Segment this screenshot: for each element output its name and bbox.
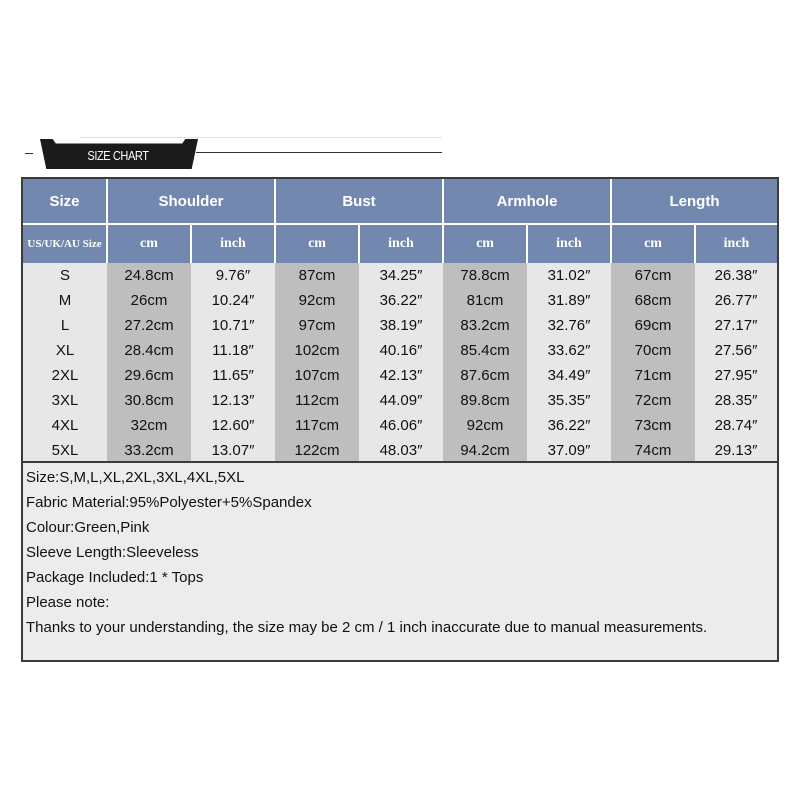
unit-row xyxy=(23,224,777,263)
size-cell xyxy=(23,438,107,463)
inch-value-cell xyxy=(695,338,777,363)
cm-value-cell xyxy=(275,363,359,388)
cell-value: 32.76″ xyxy=(547,317,591,334)
cm-value-cell xyxy=(107,313,191,338)
cell-value: 74cm xyxy=(634,442,672,459)
cell-value: 3XL xyxy=(51,392,79,409)
banner-title: SIZE CHART xyxy=(87,147,149,163)
cm-value-cell xyxy=(611,288,695,313)
cell-value: 9.76″ xyxy=(215,267,251,284)
cm-value-cell xyxy=(611,338,695,363)
cm-value-cell xyxy=(443,313,527,338)
cm-value-cell xyxy=(107,388,191,413)
inch-value-cell xyxy=(695,413,777,438)
inch-value-cell xyxy=(695,263,777,288)
table-row xyxy=(23,263,777,288)
size-cell xyxy=(23,313,107,338)
inch-value-cell xyxy=(359,388,443,413)
cell-value: 34.49″ xyxy=(547,367,591,384)
cell-value: 73cm xyxy=(634,417,672,434)
cell-value: 11.65″ xyxy=(212,367,254,384)
cell-value: 13.07″ xyxy=(211,442,255,459)
cell-value: 40.16″ xyxy=(379,342,423,359)
size-cell xyxy=(23,263,107,288)
cell-value: 33.2cm xyxy=(124,442,174,459)
cm-value-cell xyxy=(107,413,191,438)
size-cell xyxy=(23,363,107,388)
cell-value: 12.13″ xyxy=(211,392,255,409)
unit-label: inch xyxy=(359,224,443,263)
cell-value: 31.89″ xyxy=(547,292,591,309)
inch-value-cell xyxy=(191,338,275,363)
header-size: Size xyxy=(23,179,107,224)
unit-label: cm xyxy=(443,224,527,263)
table-row xyxy=(23,438,777,463)
cm-value-cell xyxy=(611,388,695,413)
inch-value-cell xyxy=(359,363,443,388)
cm-value-cell xyxy=(107,263,191,288)
inch-value-cell xyxy=(527,263,611,288)
cell-value: 10.71″ xyxy=(211,317,255,334)
inch-value-cell xyxy=(527,288,611,313)
cell-value: M xyxy=(58,292,72,309)
inch-value-cell xyxy=(191,363,275,388)
cm-value-cell xyxy=(275,438,359,463)
banner-top-rule xyxy=(80,137,442,138)
inch-value-cell xyxy=(527,438,611,463)
cm-value-cell xyxy=(611,313,695,338)
cell-value: 28.74″ xyxy=(714,417,758,434)
inch-value-cell xyxy=(191,313,275,338)
cell-value: 36.22″ xyxy=(547,417,591,434)
cm-value-cell xyxy=(443,338,527,363)
header-row xyxy=(23,179,777,224)
cell-value: 36.22″ xyxy=(379,292,423,309)
table-row xyxy=(23,413,777,438)
cm-value-cell xyxy=(275,313,359,338)
unit-label: cm xyxy=(611,224,695,263)
cm-value-cell xyxy=(443,288,527,313)
cm-value-cell xyxy=(611,263,695,288)
header-shoulder: Shoulder xyxy=(107,179,275,224)
cell-value: 72cm xyxy=(634,392,672,409)
cell-value: 71cm xyxy=(634,367,672,384)
cm-value-cell xyxy=(443,363,527,388)
cell-value: 107cm xyxy=(294,367,340,384)
cm-value-cell xyxy=(275,263,359,288)
unit-label: cm xyxy=(107,224,191,263)
inch-value-cell xyxy=(527,338,611,363)
note-line: Sleeve Length:Sleeveless xyxy=(26,544,199,561)
inch-value-cell xyxy=(191,388,275,413)
cell-value: L xyxy=(60,317,70,334)
header-length: Length xyxy=(611,179,777,224)
note-line: Fabric Material:95%Polyester+5%Spandex xyxy=(26,494,312,511)
cell-value: 31.02″ xyxy=(547,267,591,284)
cell-value: 85.4cm xyxy=(460,342,510,359)
cell-value: 27.95″ xyxy=(714,367,758,384)
inch-value-cell xyxy=(191,288,275,313)
inch-value-cell xyxy=(359,288,443,313)
cell-value: 92cm xyxy=(298,292,336,309)
inch-value-cell xyxy=(359,263,443,288)
cell-value: 78.8cm xyxy=(460,267,510,284)
cell-value: 28.4cm xyxy=(124,342,174,359)
cell-value: 112cm xyxy=(295,392,339,409)
size-chart-banner xyxy=(20,135,450,171)
cell-value: 5XL xyxy=(51,442,79,459)
cm-value-cell xyxy=(443,263,527,288)
table-row xyxy=(23,288,777,313)
cell-value: 46.06″ xyxy=(379,417,423,434)
cell-value: 67cm xyxy=(634,267,672,284)
inch-value-cell xyxy=(359,313,443,338)
cell-value: 87cm xyxy=(298,267,336,284)
header-bust: Bust xyxy=(275,179,443,224)
cell-value: 81cm xyxy=(466,292,504,309)
inch-value-cell xyxy=(191,438,275,463)
cm-value-cell xyxy=(443,413,527,438)
cell-value: 35.35″ xyxy=(547,392,591,409)
cell-value: 38.19″ xyxy=(379,317,423,334)
cell-value: 87.6cm xyxy=(460,367,510,384)
cell-value: 4XL xyxy=(51,417,79,434)
region-size-label: US/UK/AU Size xyxy=(23,224,107,263)
inch-value-cell xyxy=(527,313,611,338)
cell-value: 48.03″ xyxy=(379,442,423,459)
cell-value: 33.62″ xyxy=(547,342,591,359)
cell-value: 10.24″ xyxy=(211,292,255,309)
cm-value-cell xyxy=(275,413,359,438)
inch-value-cell xyxy=(527,413,611,438)
cell-value: 102cm xyxy=(294,342,340,359)
inch-value-cell xyxy=(695,388,777,413)
note-line: Thanks to your understanding, the size may be 2 cm / 1 inch inaccurate due to manual measurements. xyxy=(26,619,708,636)
inch-value-cell xyxy=(359,338,443,363)
inch-value-cell xyxy=(527,388,611,413)
inch-value-cell xyxy=(191,413,275,438)
size-cell xyxy=(23,288,107,313)
banner-dash xyxy=(25,153,33,154)
unit-label: inch xyxy=(527,224,611,263)
header-armhole: Armhole xyxy=(443,179,611,224)
cm-value-cell xyxy=(611,438,695,463)
unit-label: inch xyxy=(191,224,275,263)
table-row xyxy=(23,313,777,338)
size-cell xyxy=(23,413,107,438)
cell-value: 83.2cm xyxy=(460,317,510,334)
cm-value-cell xyxy=(443,388,527,413)
cell-value: 27.56″ xyxy=(714,342,758,359)
cm-value-cell xyxy=(107,288,191,313)
cell-value: 117cm xyxy=(295,417,339,434)
inch-value-cell xyxy=(695,288,777,313)
cell-value: 92cm xyxy=(466,417,504,434)
cell-value: 37.09″ xyxy=(547,442,591,459)
cell-value: 27.2cm xyxy=(124,317,174,334)
cell-value: 26.38″ xyxy=(714,267,758,284)
inch-value-cell xyxy=(191,263,275,288)
cm-value-cell xyxy=(611,363,695,388)
size-cell xyxy=(23,338,107,363)
cell-value: 28.35″ xyxy=(714,392,758,409)
inch-value-cell xyxy=(695,313,777,338)
cell-value: 97cm xyxy=(298,317,336,334)
cell-value: 70cm xyxy=(634,342,672,359)
cell-value: 69cm xyxy=(634,317,672,334)
note-line: Size:S,M,L,XL,2XL,3XL,4XL,5XL xyxy=(26,469,245,486)
banner-rule xyxy=(196,152,442,153)
cm-value-cell xyxy=(275,388,359,413)
cell-value: 32cm xyxy=(130,417,168,434)
cell-value: 29.6cm xyxy=(124,367,174,384)
cm-value-cell xyxy=(107,338,191,363)
cell-value: 34.25″ xyxy=(379,267,423,284)
cell-value: S xyxy=(59,267,70,284)
cell-value: 89.8cm xyxy=(460,392,510,409)
cell-value: 44.09″ xyxy=(379,392,423,409)
table-row xyxy=(23,363,777,388)
cm-value-cell xyxy=(107,363,191,388)
inch-value-cell xyxy=(359,413,443,438)
cell-value: 42.13″ xyxy=(379,367,423,384)
inch-value-cell xyxy=(695,363,777,388)
note-line: Package Included:1 * Tops xyxy=(26,569,204,586)
cm-value-cell xyxy=(107,438,191,463)
note-line: Please note: xyxy=(26,594,110,611)
inch-value-cell xyxy=(527,363,611,388)
cell-value: 94.2cm xyxy=(460,442,510,459)
cell-value: 68cm xyxy=(634,292,672,309)
cell-value: 30.8cm xyxy=(124,392,174,409)
cell-value: 27.17″ xyxy=(714,317,758,334)
cm-value-cell xyxy=(443,438,527,463)
size-chart-table xyxy=(21,177,779,662)
cm-value-cell xyxy=(611,413,695,438)
cell-value: XL xyxy=(55,342,75,359)
cell-value: 29.13″ xyxy=(714,442,758,459)
cell-value: 26cm xyxy=(130,292,168,309)
cell-value: 11.18″ xyxy=(212,342,254,359)
note-line: Colour:Green,Pink xyxy=(26,519,150,536)
cell-value: 122cm xyxy=(294,442,340,459)
unit-label: cm xyxy=(275,224,359,263)
size-cell xyxy=(23,388,107,413)
table-row xyxy=(23,338,777,363)
table-row xyxy=(23,388,777,413)
cell-value: 12.60″ xyxy=(211,417,255,434)
inch-value-cell xyxy=(359,438,443,463)
product-notes xyxy=(23,461,777,660)
cell-value: 26.77″ xyxy=(714,292,758,309)
cell-value: 2XL xyxy=(51,367,79,384)
unit-label: inch xyxy=(695,224,777,263)
cell-value: 24.8cm xyxy=(124,267,174,284)
cm-value-cell xyxy=(275,338,359,363)
inch-value-cell xyxy=(695,438,777,463)
cm-value-cell xyxy=(275,288,359,313)
